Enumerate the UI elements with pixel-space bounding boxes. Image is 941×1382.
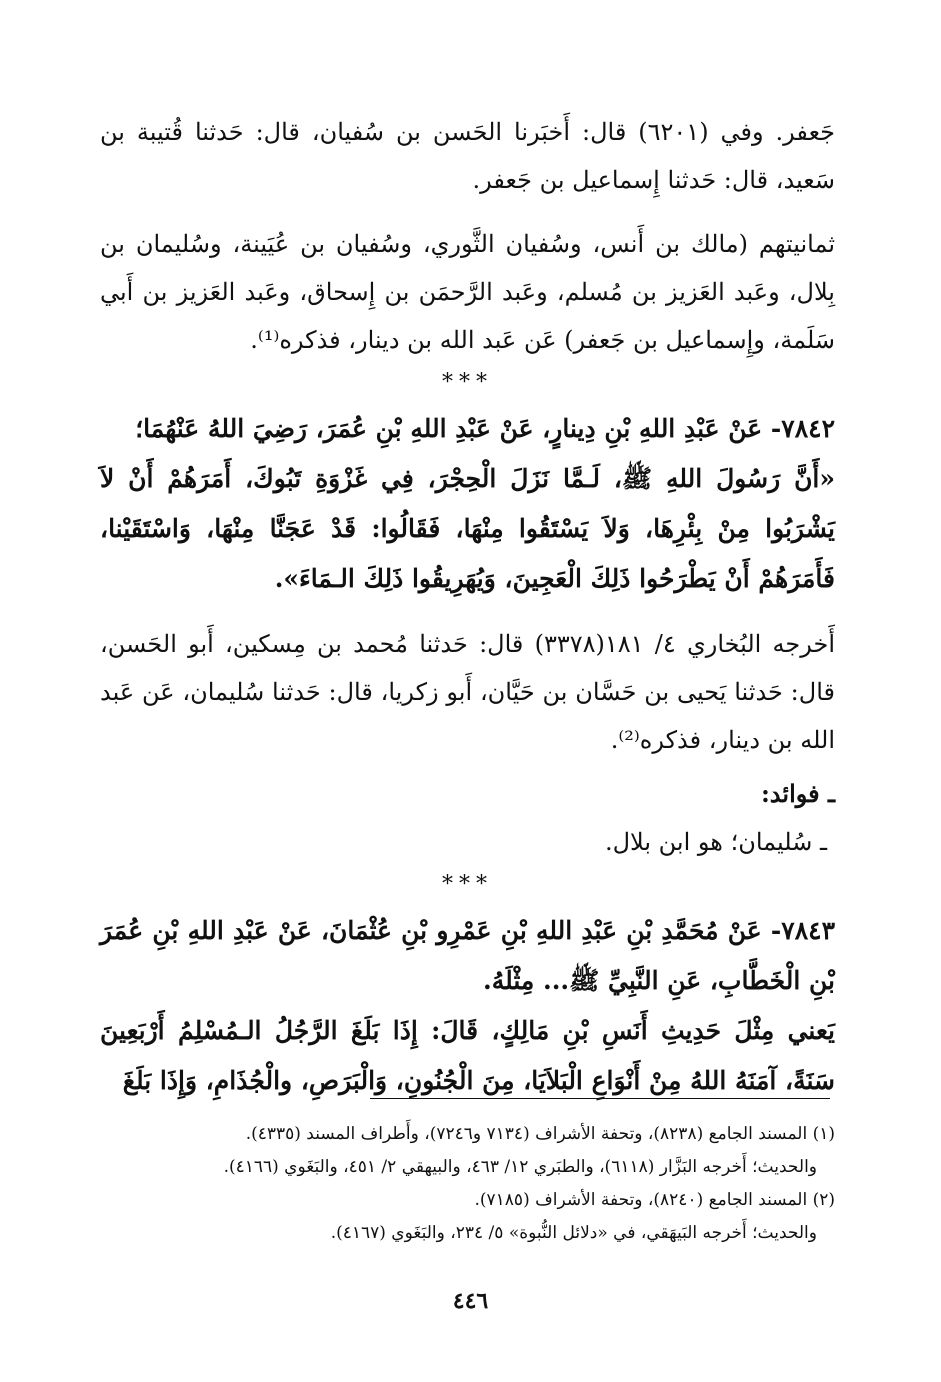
fawaid-item: ـ سُليمان؛ هو ابن بلال.: [604, 828, 827, 856]
footnotes: [100, 1118, 835, 1250]
paragraph-eight-narrators: ثمانيتهم (مالك بن أَنس، وسُفيان الثَّوري، وسُفيان بن عُيَينة، وسُليمان بن بِلال، وعَبد العَزيز بن مُسلم، وعَبد الرَّحمَن بن إِسحاق، وعَبد العَزيز بن أَبي سَلَمة، وإِسماعيل بن جَعفر) عَن عَبد الله بن دينار، فذكره⁽¹⁾.: [100, 230, 835, 354]
paragraph-isnad-continuation: جَعفر. وفي (٦٢٠١) قال: أَخبَرنا الحَسن بن سُفيان، قال: حَدثنا قُتيبة بن سَعيد، قال: حَدثنا إِسماعيل بن جَعفر.: [100, 118, 835, 194]
hadith-7843-matn: يَعني مِثْلَ حَدِيثِ أَنَسِ بْنِ مَالِكٍ، قَالَ: إِذَا بَلَغَ الرَّجُلُ الـمُسْلِمُ أَرْبَعِينَ سَنَةً، آمَنَهُ اللهُ مِنْ أَنْوَاعِ الْبَلاَيَا، مِنَ الْجُنُونِ، وَالْبَرَصِ، والْجُذَامِ، وَإِذَا بَلَغَ: [100, 1016, 835, 1095]
paragraph-bukhari-takhrij: أَخرجه البُخاري ٤/ ١٨١(٣٣٧٨) قال: حَدثنا مُحمد بن مِسكين، أَبو الحَسن، قال: حَدثنا يَحيى بن حَسَّان بن حَيَّان، أَبو زكريا، قال: حَدثنا سُليمان، عَن عَبد الله بن دينار، فذكره⁽²⁾.: [100, 630, 836, 754]
section-separator-2: ***: [442, 872, 493, 897]
footnote-1-hadith: والحديث؛ أَخرجه البَزَّار (٦١١٨)، والطبَري ١٢/ ٤٦٣، والبيهقي ٢/ ٤٥١، والبَغَوي (٤١٦٦).: [223, 1157, 817, 1177]
footnote-2: (٢) المسند الجامع (٨٢٤٠)، وتحفة الأشراف (٧١٨٥).: [474, 1190, 835, 1210]
hadith-7842-matn: «أَنَّ رَسُولَ اللهِ ﷺ، لَـمَّا نَزَلَ الْحِجْرَ، فِي غَزْوَةِ تَبُوكَ، أَمَرَهُمْ أَنْ لاَ يَشْرَبُوا مِنْ بِئْرِهَا، وَلاَ يَسْتَقُوا مِنْهَا، فَقَالُوا: قَدْ عَجَنَّا مِنْهَا، وَاسْتَقَيْنا، فَأَمَرَهُمْ أَنْ يَطْرَحُوا ذَلِكَ الْعَجِينَ، وَيُهَرِيقُوا ذَلِكَ الـمَاءَ».: [100, 464, 835, 593]
hadith-7842-isnad: ٧٨٤٢- عَنْ عَبْدِ اللهِ بْنِ دِينارٍ، عَنْ عَبْدِ اللهِ بْنِ عُمَرَ، رَضِيَ اللهُ عَنْهُمَا؛: [135, 414, 835, 443]
fawaid-heading: ـ فوائد:: [760, 779, 835, 808]
footnote-2-hadith: والحديث؛ أَخرجه البَيهَقي، في «دلائل النُّبوة» ٥/ ٢٣٤، والبَغَوي (٤١٦٧).: [330, 1223, 817, 1243]
section-separator: ***: [442, 370, 493, 395]
hadith-7843-isnad: ٧٨٤٣- عَنْ مُحَمَّدِ بْنِ عَبْدِ اللهِ بْنِ عَمْرِو بْنِ عُثْمَانَ، عَنْ عَبْدِ اللهِ بْنِ عُمَرَ بْنِ الْخَطَّابِ، عَنِ النَّبِيِّ ﷺ... مِثْلَهُ.: [100, 916, 835, 995]
footnote-1: (١) المسند الجامع (٨٢٣٨)، وتحفة الأشراف (٧١٣٤ و٧٢٤٦)، وأَطراف المسند (٤٣٣٥).: [245, 1124, 835, 1144]
footnote-divider: [370, 1098, 830, 1099]
page-number: ٤٤٦: [452, 1288, 489, 1314]
